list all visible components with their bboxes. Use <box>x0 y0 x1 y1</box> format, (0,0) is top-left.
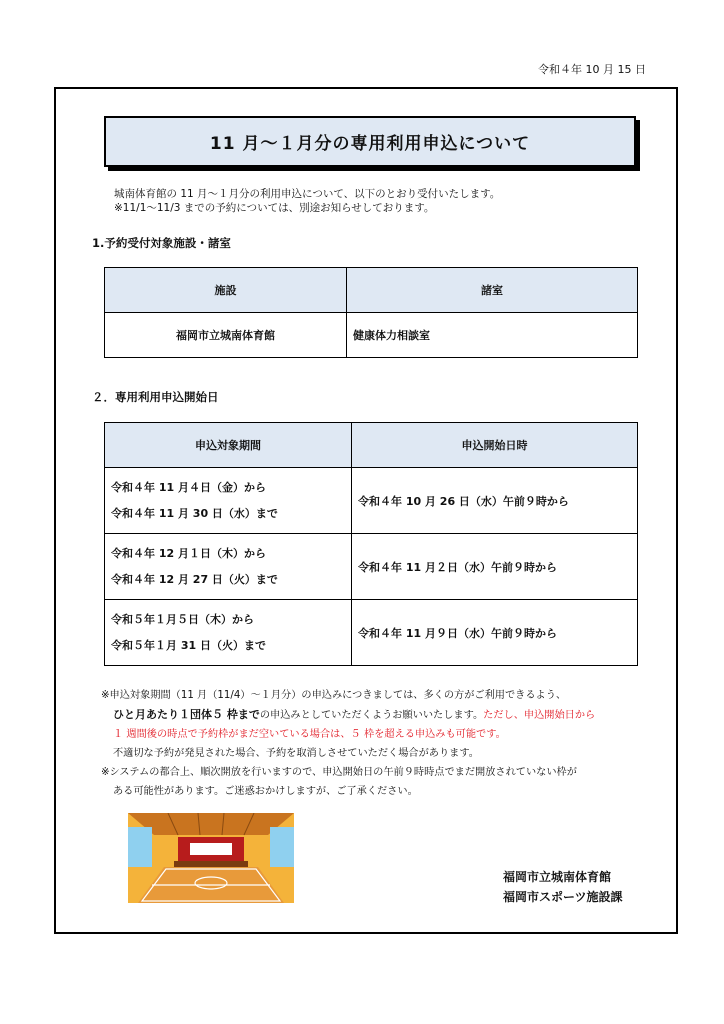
note-line: ある可能性があります。ご迷惑おかけしますが、ご了承ください。 <box>113 786 418 797</box>
facility-header: 施設 <box>105 268 347 313</box>
note-line: ※システムの都合上、順次開放を行いますので、申込開始日の午前９時時点でまだ開放されていない枠が <box>101 767 577 778</box>
intro-line-2: ※11/1～11/3 までの予約については、別途お知らせしております。 <box>114 202 435 214</box>
period-cell <box>105 468 352 534</box>
period-to: 令和５年１月 31 日（火）まで <box>111 638 266 652</box>
period-header: 申込対象期間 <box>105 423 352 468</box>
intro-text <box>114 187 500 215</box>
period-from: 令和５年１月５日（木）から <box>111 612 254 626</box>
note-line: ※申込対象期間（11 月（11/4）～１月分）の申込みにつきましては、多くの方がご利用できるよう、 <box>101 690 567 701</box>
facility-cell: 福岡市立城南体育館 <box>105 313 347 358</box>
sign-line-2: 福岡市スポーツ施設課 <box>503 890 623 904</box>
note-line <box>101 705 661 725</box>
notice-frame <box>54 87 678 934</box>
note-bold: ひと月あたり１団体５ 枠まで <box>113 708 260 721</box>
sign-line-1: 福岡市立城南体育館 <box>503 870 612 884</box>
start-cell: 令和４年 11 月９日（水）午前９時から <box>352 600 638 666</box>
signature-block <box>503 867 623 907</box>
table-row <box>105 313 638 358</box>
note-red: ただし、申込開始日から <box>483 710 596 721</box>
note-line: 不適切な予約が発見された場合、予約を取消しさせていただく場合があります。 <box>113 748 479 759</box>
section1-heading: 1.予約受付対象施設・諸室 <box>92 236 231 250</box>
period-cell <box>105 534 352 600</box>
period-to: 令和４年 11 月 30 日（水）まで <box>111 506 278 520</box>
schedule-table <box>104 422 638 666</box>
note-line-red: １ 週間後の時点で予約枠がまだ空いている場合は、５ 枠を超える申込みも可能です。 <box>113 729 506 740</box>
table-row <box>105 534 638 600</box>
gymnasium-illustration <box>128 813 294 903</box>
period-from: 令和４年 12 月１日（木）から <box>111 546 266 560</box>
room-cell: 健康体力相談室 <box>347 313 638 358</box>
intro-line-1: 城南体育館の 11 月～１月分の利用申込について、以下のとおり受付いたします。 <box>114 188 501 200</box>
facility-table <box>104 267 638 358</box>
note-text: の申込みとしていただくようお願いいたします。 <box>259 710 484 721</box>
issue-date: 令和４年 10 月 15 日 <box>538 63 646 76</box>
table-row <box>105 468 638 534</box>
table-row <box>105 600 638 666</box>
start-cell: 令和４年 10 月 26 日（水）午前９時から <box>352 468 638 534</box>
start-cell: 令和４年 11 月２日（水）午前９時から <box>352 534 638 600</box>
section2-heading: ２．専用利用申込開始日 <box>92 390 219 404</box>
notes <box>101 686 661 801</box>
period-from: 令和４年 11 月４日（金）から <box>111 480 266 494</box>
page-title: 11 月～１月分の専用利用申込について <box>104 116 636 167</box>
start-header: 申込開始日時 <box>352 423 638 468</box>
period-cell <box>105 600 352 666</box>
period-to: 令和４年 12 月 27 日（火）まで <box>111 572 278 586</box>
room-header: 諸室 <box>347 268 638 313</box>
